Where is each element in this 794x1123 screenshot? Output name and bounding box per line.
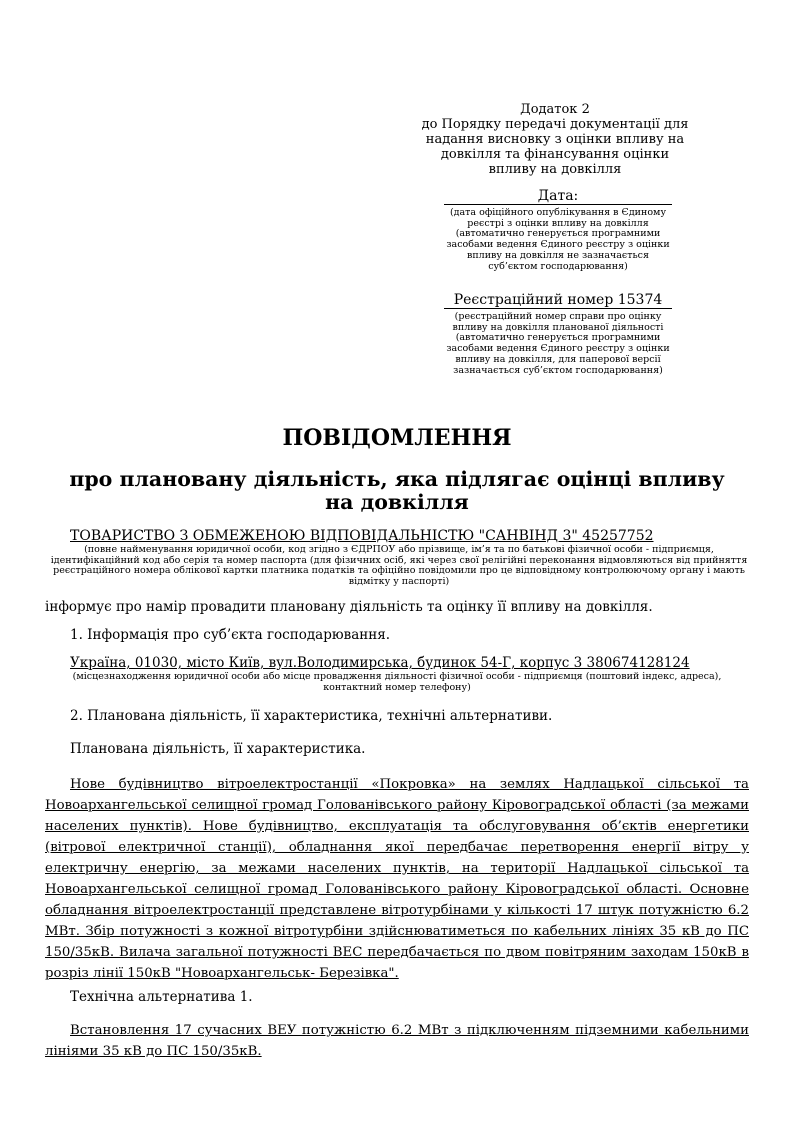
annex-line: Додаток 2: [520, 102, 590, 117]
date-label: Дата:: [444, 188, 672, 205]
annex-header: [400, 102, 710, 177]
company-block: [40, 528, 758, 587]
address-block: [45, 656, 749, 693]
registration-number: Реєстраційний номер 15374: [444, 292, 672, 309]
section2-subheading: Планована діяльність, її характеристика.: [70, 741, 366, 757]
annex-line: довкілля та фінансування оцінки: [440, 147, 670, 162]
address-note: (місцезнаходження юридичної особи або місце провадження діяльності фізичної особи - підприємця (поштовий індекс, адреса), контактний номер телефону): [72, 671, 722, 693]
registration-note: (реєстраційний номер справи про оцінку впливу на довкілля планованої діяльності (автоматично генерується програмними засобами ведення Єдиного реєстру з оцінки впливу на довкілля, для паперової версії зазначається суб’єктом господарювання): [446, 311, 670, 376]
address-value: Україна, 01030, місто Київ, вул.Володимирська, будинок 54-Г, корпус 3 380674128124: [70, 655, 690, 671]
activity-description: Нове будівництво вітроелектростанції «Покровка» на землях Надлацької сільської та Новоархангельської селищної громад Голованівського району Кіровоградської області (за межами населених пунктів). Нове будівництво, експлуатація та обслуговування об’єктів енергетики (вітрової електричної станції), обладнання якої передбачає перетворення енергії вітру у електричну енергію, за межами населених пунктів, на території Надлацької сільської та Новоархангельської селищної громад Голованівського району Кіровоградської області. Основне обладнання вітроелектростанції представлене вітротурбінами у кількості 17 штук потужністю 6.2 МВт. Збір потужності з кожної вітротурбіни здійснюватиметься по кабельних лініях 35 кВ до ПС 150/35кВ. Вилача загальної потужності ВЕС передбачається по двом повітряним заходам 150кВ в розріз лінії 150кВ "Новоархангельськ- Березівка".: [45, 777, 749, 981]
informs-statement: інформує про намір провадити плановану діяльність та оцінку її впливу на довкілля.: [45, 599, 653, 615]
annex-line: впливу на довкілля: [488, 162, 622, 177]
alternative1-heading: Технічна альтернатива 1.: [70, 989, 253, 1005]
annex-line: до Порядку передачі документації для: [421, 117, 689, 132]
date-note: (дата офіційного опублікування в Єдиному реєстрі з оцінки впливу на довкілля (автоматично генерується програмними засобами ведення Єдиного реєстру з оцінки впливу на довкілля не зазначається суб’єктом господарювання): [446, 207, 670, 272]
company-name: ТОВАРИСТВО З ОБМЕЖЕНОЮ ВІДПОВІДАЛЬНІСТЮ "САНВІНД 3" 45257752: [70, 528, 654, 544]
alternative1-text: Встановлення 17 сучасних ВЕУ потужністю 6.2 МВт з підключенням підземними кабельними лініями 35 кВ до ПС 150/35кВ.: [45, 1023, 749, 1059]
company-note: (повне найменування юридичної особи, код згідно з ЄДРПОУ або прізвище, ім’я та по батькові фізичної особи - підприємця, ідентифікаційний код або серія та номер паспорта (для фізичних осіб, які через свої релігійні переконання відмовляються від прийняття реєстраційного номера облікової картки платника податків та офіційно повідомили про це відповідному контролюючому органу і мають відмітку у паспорті): [50, 544, 748, 587]
registration-field: [444, 292, 672, 376]
document-title: ПОВІДОМЛЕННЯ: [282, 425, 512, 451]
annex-line: надання висновку з оцінки впливу на: [425, 132, 685, 147]
document-subtitle: про плановану діяльність, яка підлягає оцінці впливу на довкілля: [69, 467, 725, 514]
date-field: [444, 188, 672, 272]
section2-heading: 2. Планована діяльність, її характеристика, технічні альтернативи.: [70, 708, 553, 724]
section1-heading: 1. Інформація про суб’єкта господарювання.: [70, 627, 391, 643]
